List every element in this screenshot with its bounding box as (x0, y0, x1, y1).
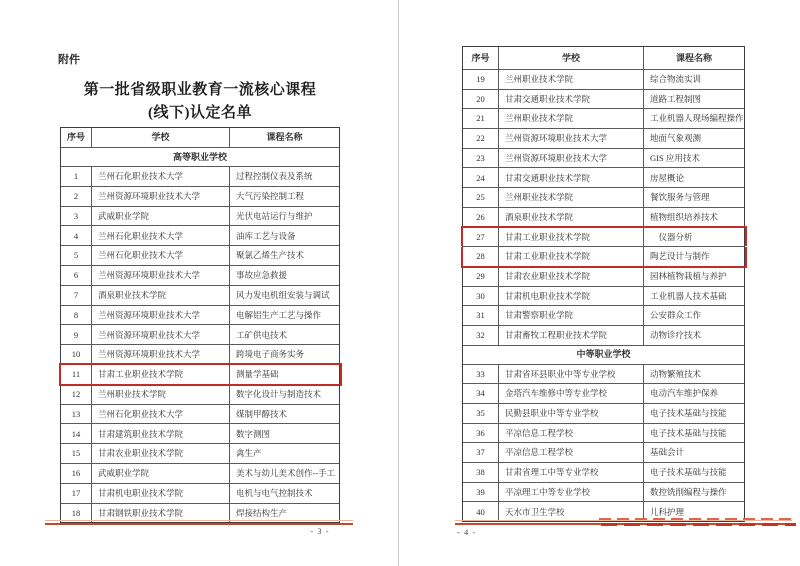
course-name: 电机与电气控制技术 (236, 487, 313, 498)
table-row (61, 405, 339, 425)
school-name: 平凉信息工程学校 (499, 424, 644, 443)
table-row (463, 109, 744, 129)
row-number: 30 (463, 287, 499, 306)
school-name: 甘肃警察职业学院 (499, 306, 644, 325)
row-number: 19 (463, 70, 499, 89)
row-number: 23 (463, 149, 499, 168)
column-header: 学校 (499, 47, 644, 69)
table-row (61, 286, 339, 306)
school-name: 兰州石化职业技术大学 (92, 226, 230, 245)
course-name: 美术与幼儿美术创作--手工 (236, 468, 336, 479)
course-name: 数字测图 (236, 428, 271, 439)
row-number: 11 (61, 365, 92, 384)
school-name: 酒泉职业技术学院 (92, 286, 230, 305)
table-row (61, 444, 339, 464)
row-number: 7 (61, 286, 92, 305)
document-page-4 (399, 0, 800, 566)
row-number: 12 (61, 385, 92, 404)
table-row (463, 306, 744, 326)
table-row (463, 483, 744, 503)
school-name: 兰州资源环境职业技术大学 (92, 325, 230, 344)
school-name: 民勤县职业中等专业学校 (499, 404, 644, 423)
course-name: 电子技术基础与技能 (650, 408, 727, 419)
school-name: 甘肃农业职业技术学院 (499, 267, 644, 286)
row-number: 10 (61, 345, 92, 364)
course-name: 风力发电机组安装与调试 (236, 289, 330, 300)
course-name: 电子技术基础与技能 (650, 467, 727, 478)
school-name: 武威职业学院 (92, 464, 230, 483)
table-row (463, 247, 744, 267)
table-row (61, 226, 339, 246)
course-name: 大气污染控制工程 (236, 190, 305, 201)
row-number: 5 (61, 246, 92, 265)
column-header: 课程名称 (266, 132, 303, 142)
course-name: 禽生产 (236, 448, 262, 459)
course-name: 油库工艺与设备 (236, 230, 296, 241)
table-row (61, 167, 339, 187)
course-name: 过程控制仪表及系统 (236, 171, 313, 182)
school-name: 兰州资源环境职业技术大学 (92, 306, 230, 325)
row-number: 28 (463, 247, 499, 266)
row-number: 38 (463, 463, 499, 482)
table-row (61, 246, 339, 266)
table-row (463, 90, 744, 110)
school-name: 金塔汽车维修中等专业学校 (499, 384, 644, 403)
school-name: 兰州职业技术学院 (92, 385, 230, 404)
column-header: 学校 (92, 128, 230, 147)
course-table-page4 (462, 46, 745, 522)
course-name: 园林植物栽植与养护 (650, 270, 727, 281)
table-row (463, 228, 744, 248)
school-name: 甘肃钢铁职业技术学院 (92, 504, 230, 523)
table-row (463, 326, 744, 346)
course-name: 数控铣削编程与操作 (650, 486, 727, 497)
school-name: 平凉信息工程学校 (499, 443, 644, 462)
course-name: 陶艺设计与制作 (650, 251, 710, 262)
course-name: 测量学基础 (236, 369, 279, 380)
table-row (61, 464, 339, 484)
section-label: 中等职业学校 (576, 349, 631, 360)
school-name: 平凉理工中等专业学校 (499, 483, 644, 502)
table-row (463, 404, 744, 424)
course-name: 事故应急救援 (236, 270, 288, 281)
school-name: 甘肃工业职业技术学院 (499, 247, 644, 266)
school-name: 兰州资源环境职业技术大学 (499, 129, 644, 148)
school-name: 甘肃交通职业技术学院 (499, 168, 644, 187)
course-table-page3 (60, 127, 340, 523)
table-header-row (463, 47, 744, 70)
row-number: 2 (61, 187, 92, 206)
table-row (463, 149, 744, 169)
table-row (463, 287, 744, 307)
row-number: 34 (463, 384, 499, 403)
course-name: 聚氯乙烯生产技术 (236, 250, 305, 261)
course-name: 工矿供电技术 (236, 329, 288, 340)
school-name: 兰州资源环境职业技术大学 (499, 149, 644, 168)
row-number: 27 (463, 228, 499, 247)
table-row (61, 207, 339, 227)
row-number: 18 (61, 504, 92, 523)
course-name: 跨境电子商务实务 (236, 349, 305, 360)
school-name: 兰州资源环境职业技术大学 (92, 187, 230, 206)
course-name: 基础会计 (650, 447, 685, 458)
school-name: 甘肃畜牧工程职业技术学院 (499, 326, 644, 345)
course-name: 道路工程制图 (650, 93, 702, 104)
course-name: 动物繁殖技术 (650, 368, 702, 379)
table-row (463, 188, 744, 208)
table-row (463, 443, 744, 463)
course-name: GIS 应用技术 (650, 152, 700, 163)
course-name: 电子技术基础与技能 (650, 427, 727, 438)
school-name: 酒泉职业技术学院 (499, 208, 644, 227)
table-row (463, 267, 744, 287)
section-row (61, 148, 339, 167)
school-name: 兰州资源环境职业技术大学 (92, 345, 230, 364)
row-number: 21 (463, 109, 499, 128)
attachment-label: 附件 (58, 54, 80, 66)
course-name: 光伏电站运行与维护 (236, 210, 313, 221)
school-name: 兰州石化职业技术大学 (92, 405, 230, 424)
course-name: 房屋概论 (650, 172, 685, 183)
school-name: 甘肃省理工中等专业学校 (499, 463, 644, 482)
course-name: 电解铝生产工艺与操作 (236, 309, 322, 320)
course-name: 电动汽车维护保养 (650, 388, 719, 399)
red-ink-scan-artifact (599, 518, 796, 527)
row-number: 25 (463, 188, 499, 207)
column-header: 序号 (61, 128, 92, 147)
page-number: - 4 - (457, 527, 477, 537)
section-label: 高等职业学校 (172, 151, 227, 162)
table-row (61, 325, 339, 345)
table-row (61, 365, 339, 385)
course-name: 公安群众工作 (650, 310, 702, 321)
school-name: 甘肃建筑职业技术学院 (92, 424, 230, 443)
table-row (61, 484, 339, 504)
column-header: 序号 (463, 47, 499, 69)
school-name: 甘肃工业职业技术学院 (499, 228, 644, 247)
school-name: 甘肃工业职业技术学院 (92, 365, 230, 384)
row-number: 6 (61, 266, 92, 285)
table-row (463, 208, 744, 228)
course-name: 地面气象观测 (650, 133, 702, 144)
course-name: 餐饮服务与管理 (650, 192, 710, 203)
table-row (61, 306, 339, 326)
row-number: 15 (61, 444, 92, 463)
course-name: 动物诊疗技术 (650, 330, 702, 341)
table-row (61, 345, 339, 365)
table-row (61, 266, 339, 286)
school-name: 兰州职业技术学院 (499, 109, 644, 128)
course-name: 工业机器人现场编程操作 (650, 113, 744, 124)
table-row (61, 187, 339, 207)
school-name: 兰州职业技术学院 (499, 188, 644, 207)
column-header: 课程名称 (675, 52, 712, 63)
course-name: 煤制甲醇技术 (236, 408, 288, 419)
row-number: 1 (61, 167, 92, 186)
row-number: 29 (463, 267, 499, 286)
table-row (61, 424, 339, 444)
school-name: 甘肃农业职业技术学院 (92, 444, 230, 463)
course-name: 综合物流实训 (650, 74, 702, 85)
course-name: 植物组织培养技术 (650, 211, 719, 222)
row-number: 32 (463, 326, 499, 345)
document-page-3 (0, 0, 398, 566)
row-number: 24 (463, 168, 499, 187)
table-header-row (61, 128, 339, 148)
row-number: 26 (463, 208, 499, 227)
row-number: 40 (463, 502, 499, 521)
row-number: 33 (463, 365, 499, 384)
row-number: 35 (463, 404, 499, 423)
course-name: 仪器分析 (650, 231, 693, 242)
row-number: 39 (463, 483, 499, 502)
row-number: 4 (61, 226, 92, 245)
table-row (463, 424, 744, 444)
course-name: 焊接结构生产 (236, 507, 288, 518)
table-row (61, 385, 339, 405)
row-number: 13 (61, 405, 92, 424)
school-name: 兰州石化职业技术大学 (92, 167, 230, 186)
row-number: 37 (463, 443, 499, 462)
row-number: 17 (61, 484, 92, 503)
table-row (463, 463, 744, 483)
row-number: 22 (463, 129, 499, 148)
section-row (463, 346, 744, 365)
school-name: 兰州资源环境职业技术大学 (92, 266, 230, 285)
row-number: 8 (61, 306, 92, 325)
row-number: 9 (61, 325, 92, 344)
row-number: 14 (61, 424, 92, 443)
footer-rule (45, 520, 353, 525)
school-name: 兰州职业技术学院 (499, 70, 644, 89)
table-row (463, 384, 744, 404)
table-row (463, 70, 744, 90)
row-number: 3 (61, 207, 92, 226)
course-name: 工业机器人技术基础 (650, 290, 727, 301)
page-number: - 3 - (310, 526, 330, 536)
table-row (463, 129, 744, 149)
table-row (463, 168, 744, 188)
school-name: 兰州石化职业技术大学 (92, 246, 230, 265)
school-name: 甘肃交通职业技术学院 (499, 90, 644, 109)
course-name: 儿科护理 (650, 506, 685, 517)
row-number: 20 (463, 90, 499, 109)
row-number: 31 (463, 306, 499, 325)
row-number: 36 (463, 424, 499, 443)
document-title-line1: 第一批省级职业教育一流核心课程 (83, 82, 317, 98)
row-number: 16 (61, 464, 92, 483)
school-name: 天水市卫生学校 (499, 502, 644, 521)
school-name: 武威职业学院 (92, 207, 230, 226)
school-name: 甘肃机电职业技术学院 (499, 287, 644, 306)
school-name: 甘肃省环县职业中等专业学校 (499, 365, 644, 384)
school-name: 甘肃机电职业技术学院 (92, 484, 230, 503)
document-title-line2: (线下)认定名单 (148, 105, 252, 121)
course-name: 数字化设计与制造技术 (236, 388, 322, 399)
table-row (463, 365, 744, 385)
